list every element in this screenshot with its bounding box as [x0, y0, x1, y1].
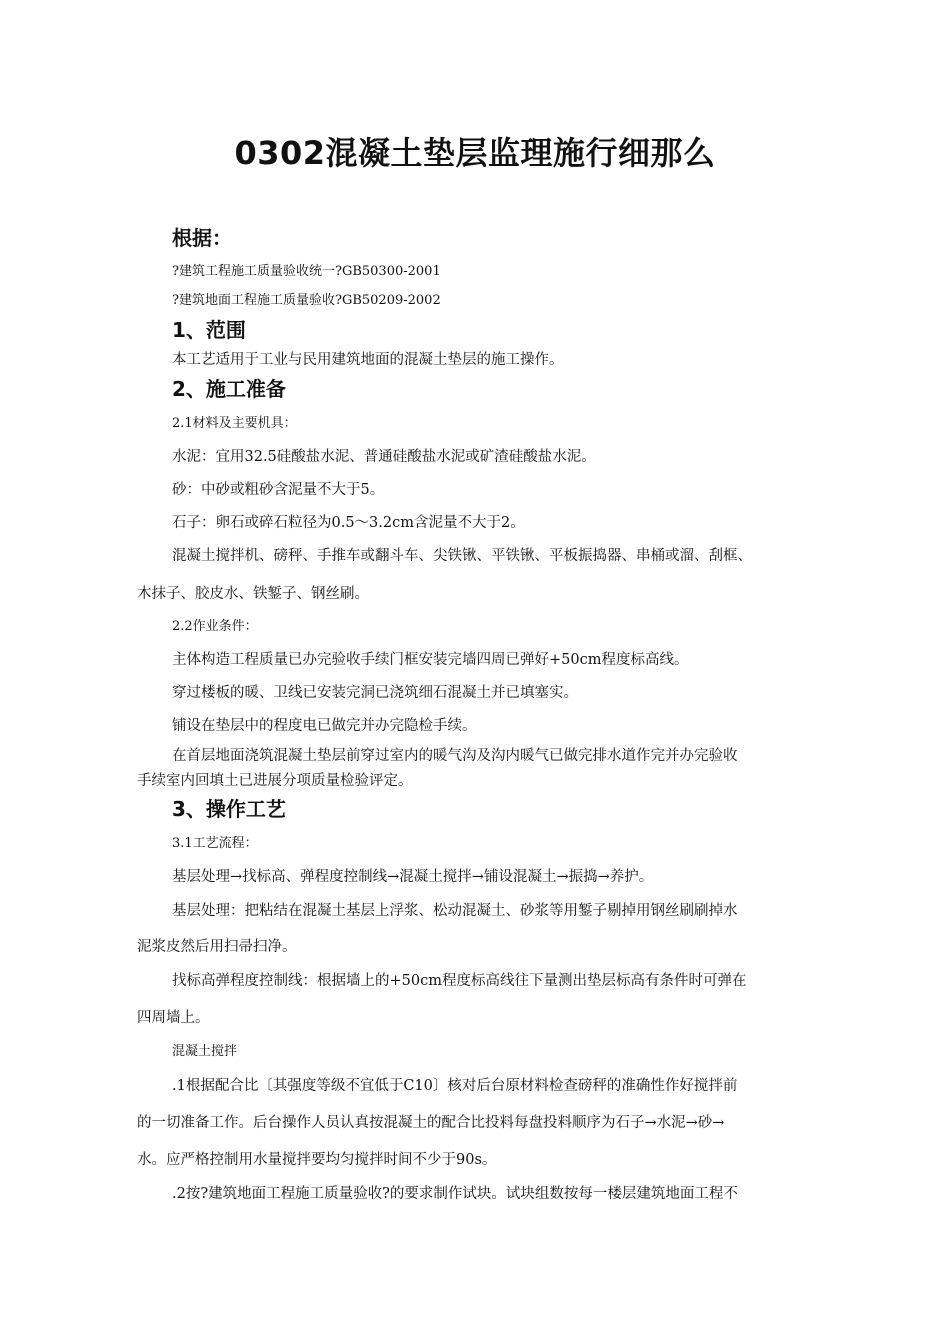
paragraph: 泥浆皮然后用扫帚扫净。: [137, 939, 297, 955]
basis-item: ?建筑地面工程施工质量验收?GB50209-2002: [172, 293, 441, 308]
paragraph: 手续室内回填土已进展分项质量检验评定。: [137, 773, 413, 789]
paragraph: 穿过楼板的暖、卫线已安装完洞已浇筑细石混凝土并已填塞实。: [172, 685, 578, 701]
document-title: 0302混凝土垫层监理施行细那么: [234, 134, 716, 172]
paragraph: 基层处理→找标高、弹程度控制线→混凝土搅拌→铺设混凝土→振捣→养护。: [172, 869, 654, 885]
section-heading-preparation: 2、施工准备: [172, 377, 286, 401]
paragraph: 主体构造工程质量已办完验收手续门框安装完墙四周已弹好+50cm程度标高线。: [172, 652, 689, 668]
section-heading-scope: 1、范围: [172, 318, 246, 342]
paragraph: 砂：中砂或粗砂含泥量不大于5。: [172, 482, 385, 498]
section-heading-process: 3、操作工艺: [172, 797, 286, 821]
paragraph: 混凝土搅拌机、磅秤、手推车或翻斗车、尖铁锹、平铁锹、平板振捣器、串桶或溜、刮框、: [172, 548, 752, 564]
paragraph: 铺设在垫层中的程度电已做完并办完隐检手续。: [172, 718, 477, 734]
paragraph: 木抹子、胶皮水、铁錾子、钢丝刷。: [137, 586, 369, 602]
paragraph: 在首层地面浇筑混凝土垫层前穿过室内的暖气沟及沟内暖气已做完排水道作完并办完验收: [172, 748, 738, 764]
basis-heading: 根据：: [172, 226, 232, 250]
paragraph: 四周墙上。: [137, 1010, 210, 1026]
paragraph: 水。应严格控制用水量搅拌要均匀搅拌时间不少于90s。: [137, 1152, 497, 1168]
subsection-heading: 3.1工艺流程：: [172, 836, 258, 851]
subsection-heading: 混凝土搅拌: [172, 1044, 238, 1059]
subsection-heading: 2.1材料及主要机具：: [172, 416, 297, 431]
paragraph: 找标高弹程度控制线：根据墙上的+50cm程度标高线往下量测出垫层标高有条件时可弹在: [172, 973, 747, 989]
paragraph: 石子：卵石或碎石粒径为0.5～3.2cm含泥量不大于2。: [172, 515, 525, 531]
paragraph: .2按?建筑地面工程施工质量验收?的要求制作试块。试块组数按每一楼层建筑地面工程不: [172, 1186, 738, 1202]
subsection-heading: 2.2作业条件：: [172, 619, 258, 634]
paragraph: .1根据配合比〔其强度等级不宜低于C10〕核对后台原材料检查磅秤的准确性作好搅拌前: [172, 1078, 738, 1094]
paragraph: 的一切准备工作。后台操作人员认真按混凝土的配合比投料每盘投料顺序为石子→水泥→砂→: [137, 1115, 725, 1131]
basis-item: ?建筑工程施工质量验收统一?GB50300-2001: [172, 264, 441, 279]
scope-text: 本工艺适用于工业与民用建筑地面的混凝土垫层的施工操作。: [172, 352, 564, 368]
paragraph: 水泥：宜用32.5硅酸盐水泥、普通硅酸盐水泥或矿渣硅酸盐水泥。: [172, 449, 596, 465]
paragraph: 基层处理：把粘结在混凝土基层上浮浆、松动混凝土、砂浆等用錾子剔掉用钢丝刷刷掉水: [172, 903, 738, 919]
